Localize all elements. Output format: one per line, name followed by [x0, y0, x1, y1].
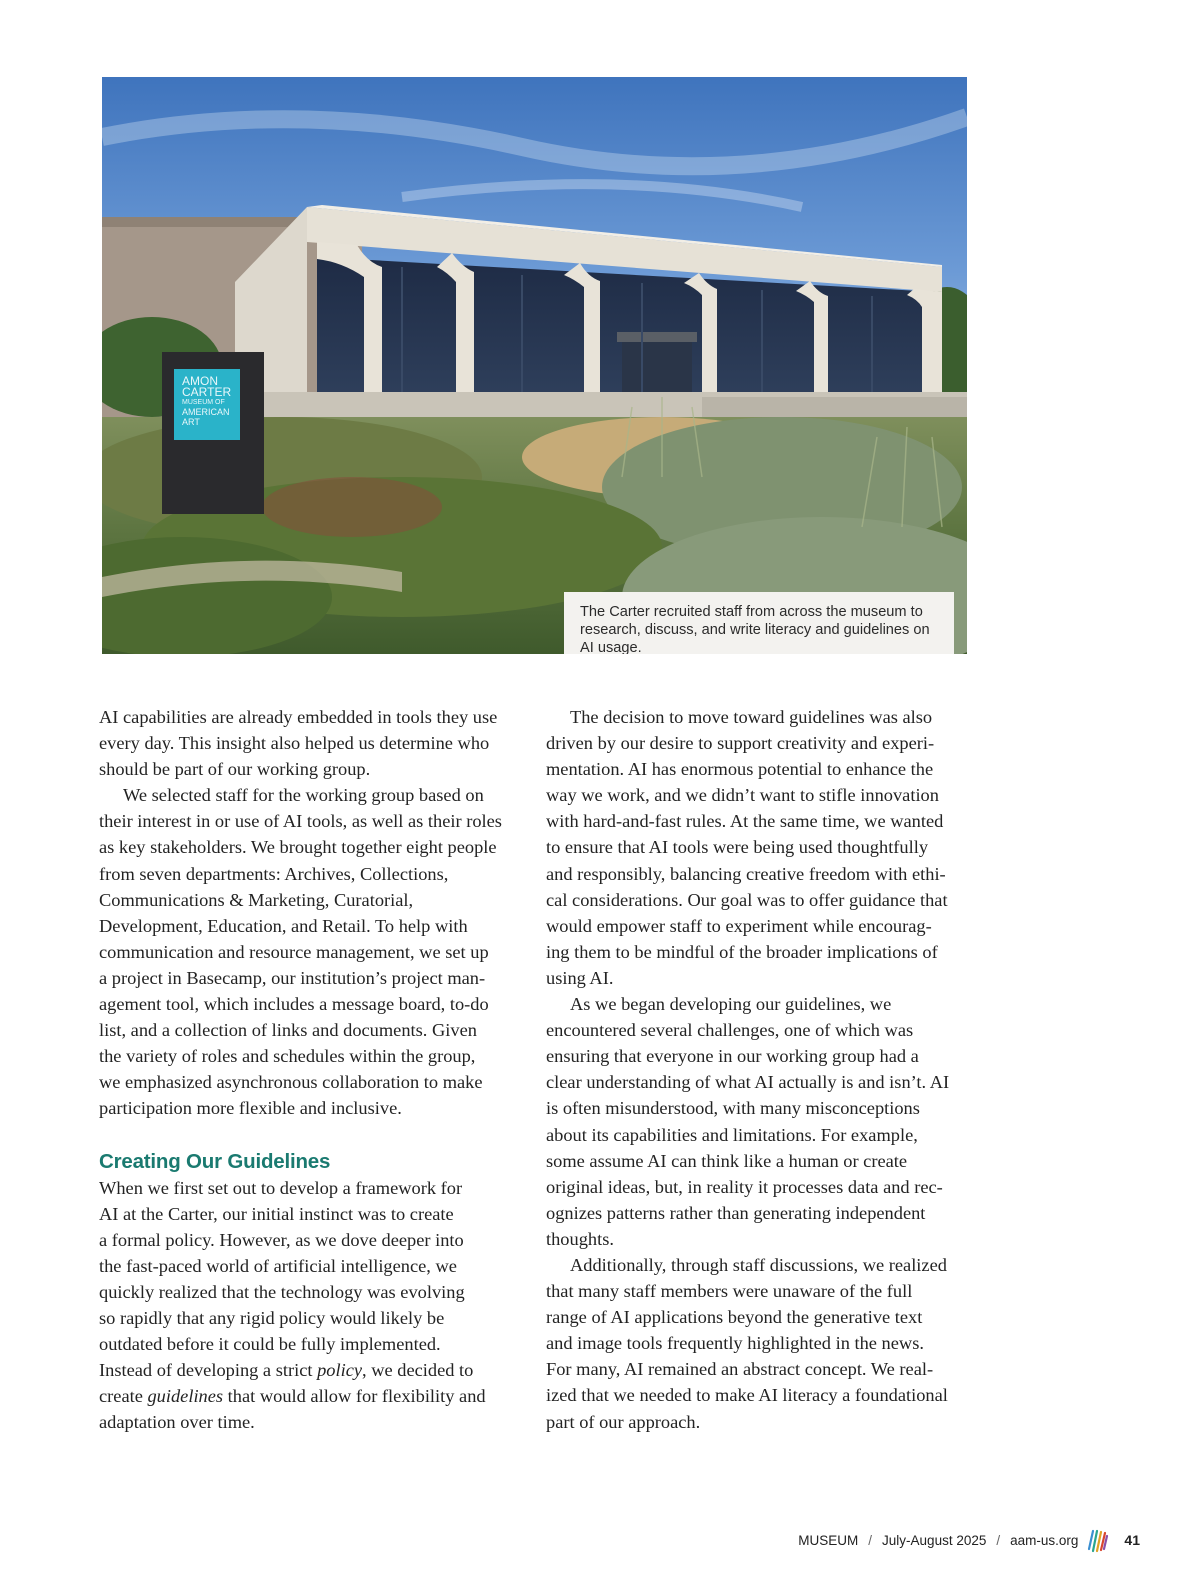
text-line: is often misunderstood, with many misconceptions [546, 1098, 920, 1119]
paragraph [546, 1252, 970, 1435]
emphasis-guidelines: guidelines [147, 1386, 224, 1407]
text-line: a formal policy. However, as we dove deeper into [99, 1229, 464, 1250]
issue-date: July-August 2025 [882, 1532, 987, 1548]
text-line: about its capabilities and limitations. For example, [546, 1124, 918, 1145]
footer-separator: / [996, 1532, 1001, 1548]
text-line: Additionally, through staff discussions, we realized [570, 1254, 947, 1275]
text-line: a project in Basecamp, our institution’s project man- [99, 967, 486, 988]
photo-caption: The Carter recruited staff from across the museum to research, discuss, and write literacy and guidelines on AI usage. [564, 592, 954, 654]
text-line: When we first set out to develop a framework for [99, 1177, 463, 1198]
text-line: from seven departments: Archives, Collections, [99, 863, 449, 884]
text-line: range of AI applications beyond the generative text [546, 1307, 923, 1328]
text-line: would empower staff to experiment while encourag- [546, 915, 932, 936]
text-line [99, 1383, 523, 1409]
aam-stripes-logo-icon [1084, 1527, 1110, 1553]
text-line: AI capabilities are already embedded in tools they use [99, 707, 498, 727]
sign-line: AMON [182, 374, 218, 388]
text-line: For many, AI remained an abstract concept. We real- [546, 1359, 934, 1380]
text-line: cal considerations. Our goal was to offer guidance that [546, 889, 948, 910]
text-line: using AI. [546, 967, 614, 988]
museum-building-image [102, 77, 967, 654]
text-line: adaptation over time. [99, 1412, 255, 1433]
text-line: should be part of our working group. [99, 759, 371, 780]
text-line: agement tool, which includes a message board, to-do [99, 994, 489, 1015]
page-footer [798, 1528, 1140, 1552]
text-line: ized that we needed to make AI literacy a foundational [546, 1385, 948, 1406]
text-line: AI at the Carter, our initial instinct was to create [99, 1203, 454, 1224]
text-line: and image tools frequently highlighted in the news. [546, 1333, 924, 1354]
paragraph [99, 704, 523, 782]
text-line: way we work, and we didn’t want to stifle innovation [546, 785, 939, 806]
text-line: as key stakeholders. We brought together eight people [99, 837, 497, 858]
text-line: We selected staff for the working group based on [123, 785, 484, 806]
text-line: The decision to move toward guidelines was also [570, 707, 933, 727]
paragraph [99, 782, 523, 1121]
text-line: Development, Education, and Retail. To help with [99, 915, 468, 936]
section-heading: Creating Our Guidelines [99, 1149, 331, 1173]
sign-line: ART [182, 417, 200, 427]
text-line: ognizes patterns rather than generating independent [546, 1202, 926, 1223]
text-line: mentation. AI has enormous potential to enhance the [546, 759, 934, 780]
emphasis-policy: policy [317, 1360, 363, 1381]
sign-line: AMERICAN [182, 407, 230, 417]
text-line: original ideas, but, in reality it processes data and rec- [546, 1176, 943, 1197]
text-run: , we decided to [362, 1360, 474, 1381]
text-line: the variety of roles and schedules within the group, [99, 1046, 476, 1067]
museum-sign-panel [174, 369, 240, 440]
text-line: thoughts. [546, 1228, 614, 1249]
text-line: to ensure that AI tools were being used thoughtfully [546, 837, 929, 858]
text-line: list, and a collection of links and documents. Given [99, 1020, 477, 1041]
text-line: we emphasized asynchronous collaboration to make [99, 1072, 483, 1093]
paragraph [546, 704, 970, 991]
sign-line: MUSEUM OF [182, 399, 225, 406]
text-line: communication and resource management, we set up [99, 941, 489, 962]
footer-separator: / [868, 1532, 873, 1548]
text-line: so rapidly that any rigid policy would likely be [99, 1307, 445, 1328]
text-line: encountered several challenges, one of which was [546, 1020, 914, 1041]
text-line: with hard-and-fast rules. At the same time, we wanted [546, 811, 944, 832]
left-column [99, 704, 523, 1435]
text-line: Communications & Marketing, Curatorial, [99, 889, 414, 910]
text-line: driven by our desire to support creativity and experi- [546, 733, 935, 754]
text-line [99, 1357, 523, 1383]
text-line: participation more flexible and inclusive. [99, 1098, 402, 1119]
text-run: create [99, 1386, 148, 1407]
text-line: and responsibly, balancing creative freedom with ethi- [546, 863, 946, 884]
text-line: quickly realized that the technology was evolving [99, 1281, 465, 1302]
text-line: outdated before it could be fully implemented. [99, 1334, 441, 1355]
text-line: the fast-paced world of artificial intelligence, we [99, 1255, 457, 1276]
website-link[interactable]: aam-us.org [1010, 1532, 1079, 1548]
text-run: Instead of developing a strict [99, 1360, 318, 1381]
paragraph [546, 991, 970, 1252]
sign-line: CARTER [182, 385, 232, 399]
magazine-name: MUSEUM [798, 1532, 859, 1548]
text-line: ing them to be mindful of the broader implications of [546, 941, 938, 962]
right-column [546, 704, 970, 1435]
text-line: As we began developing our guidelines, we [570, 994, 892, 1015]
text-line: clear understanding of what AI actually is and isn’t. AI [546, 1072, 950, 1093]
text-line: their interest in or use of AI tools, as well as their roles [99, 811, 502, 832]
text-line: every day. This insight also helped us determine who [99, 733, 490, 754]
text-line: ensuring that everyone in our working group had a [546, 1046, 919, 1067]
museum-photo [102, 77, 967, 654]
text-line: that many staff members were unaware of the full [546, 1281, 913, 1302]
text-run: that would allow for flexibility and [223, 1386, 486, 1407]
text-line: part of our approach. [546, 1411, 701, 1432]
text-line: some assume AI can think like a human or create [546, 1150, 908, 1171]
paragraph [99, 1175, 523, 1436]
page-number: 41 [1124, 1532, 1140, 1548]
